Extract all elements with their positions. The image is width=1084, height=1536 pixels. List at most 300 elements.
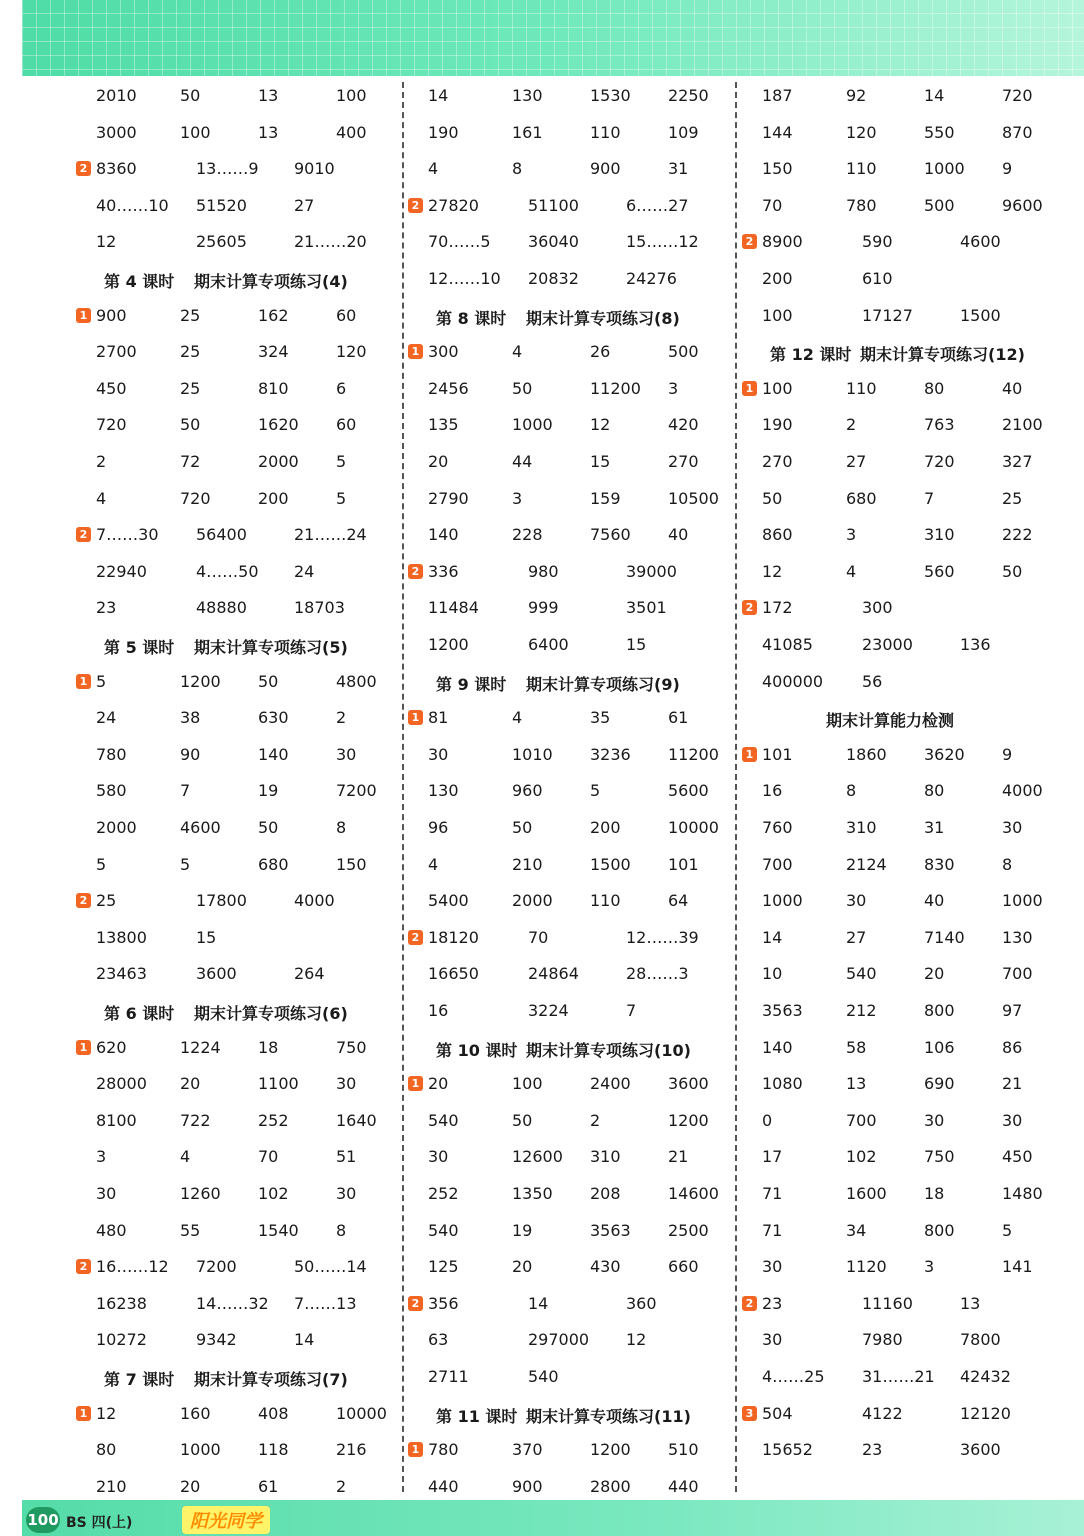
answer-row [742, 1180, 1072, 1210]
answer-row [742, 82, 1072, 112]
question-number-badge: 2 [408, 564, 423, 579]
answer-row [408, 814, 733, 844]
answer-value: 50 [512, 378, 533, 398]
answer-value: 27 [294, 195, 315, 215]
answer-row [408, 265, 733, 295]
brand-logo: 阳光同学 [182, 1506, 270, 1534]
answer-value: 800 [924, 1220, 955, 1240]
question-number-badge: 1 [408, 1442, 423, 1457]
answer-value: 63 [428, 1330, 449, 1350]
answer-value: 27 [846, 927, 867, 947]
answer-value: 2700 [96, 342, 137, 362]
answer-value: 3600 [960, 1440, 1001, 1460]
answer-value: 17 [762, 1147, 783, 1167]
answer-value: 101 [762, 744, 793, 764]
answer-value: 7200 [196, 1257, 237, 1277]
answer-value: 25 [180, 342, 201, 362]
answer-value: 4 [428, 159, 439, 179]
answer-value: 3 [846, 525, 857, 545]
answer-row [408, 960, 733, 990]
question-number-badge: 2 [742, 234, 757, 249]
answer-value: 18 [924, 1184, 945, 1203]
answer-value: 35 [590, 708, 611, 728]
answer-value: 360 [626, 1293, 657, 1313]
answer-value: 150 [336, 854, 367, 874]
answer-value: 80 [924, 378, 945, 398]
answer-value: 7140 [924, 927, 965, 947]
answer-row [742, 485, 1072, 515]
answer-value: 16……12 [96, 1257, 169, 1277]
edition-label: BS 四(上) [66, 1515, 133, 1531]
answer-row [408, 448, 733, 478]
answer-value: 23000 [862, 635, 913, 654]
answer-value: 720 [1002, 86, 1033, 105]
answer-value: 1200 [668, 1110, 709, 1130]
answer-value: 9342 [196, 1330, 237, 1350]
answer-value: 1640 [336, 1110, 377, 1130]
answer-value: 400 [336, 122, 367, 142]
answer-value: 780 [96, 744, 127, 764]
answer-value: 680 [846, 488, 877, 508]
answer-value: 2000 [258, 452, 299, 471]
answer-value: 480 [96, 1220, 127, 1240]
answer-value: 72 [180, 452, 201, 471]
answer-value: 2790 [428, 488, 469, 508]
answer-value: 3224 [528, 1001, 569, 1020]
answer-value: 31 [668, 159, 689, 179]
question-number-badge: 1 [408, 344, 423, 359]
answer-value: 70 [528, 927, 549, 947]
answer-value: 324 [258, 342, 289, 362]
answer-value: 8 [336, 1220, 347, 1240]
answer-row [408, 704, 733, 734]
section-heading [76, 1363, 396, 1393]
lesson-label: 第 4 课时 [104, 272, 175, 291]
section-heading [76, 631, 396, 661]
answer-row [76, 594, 396, 624]
answer-value: 14 [762, 927, 783, 947]
answer-value: 12……39 [626, 927, 699, 947]
answer-value: 1224 [180, 1037, 221, 1057]
answer-row [742, 1107, 1072, 1137]
answer-value: 55 [180, 1220, 201, 1240]
answer-value: 10500 [668, 488, 719, 508]
answer-value: 86 [1002, 1037, 1023, 1057]
answer-value: 860 [762, 525, 793, 545]
answer-row [742, 1253, 1072, 1283]
answer-value: 110 [590, 122, 621, 142]
answer-value: 1200 [428, 635, 469, 654]
answer-value: 999 [528, 598, 559, 618]
answer-row [742, 1070, 1072, 1100]
answer-value: 20 [924, 964, 945, 984]
answer-value: 1000 [762, 891, 803, 911]
answer-value: 8100 [96, 1110, 137, 1130]
answer-value: 16 [762, 781, 783, 801]
answer-value: 960 [512, 781, 543, 801]
answer-row [408, 1436, 733, 1466]
question-number-badge: 2 [408, 198, 423, 213]
question-number-badge: 1 [742, 381, 757, 396]
answer-value: 297000 [528, 1330, 590, 1350]
answer-value: 450 [96, 378, 127, 398]
answer-value: 3600 [196, 964, 237, 984]
answer-row [76, 375, 396, 405]
answer-row [408, 338, 733, 368]
answer-value: 1000 [924, 159, 965, 179]
answer-value: 40 [668, 525, 689, 545]
answer-row [408, 1217, 733, 1247]
answer-row [408, 119, 733, 149]
answer-value: 14600 [668, 1184, 719, 1203]
answer-row [408, 375, 733, 405]
answer-value: 30 [846, 891, 867, 911]
answer-value: 80 [924, 781, 945, 801]
answer-value: 40……10 [96, 195, 169, 215]
answer-column-2 [408, 76, 733, 1496]
answer-value: 2500 [668, 1220, 709, 1240]
section-heading [76, 265, 396, 295]
answer-value: 2400 [590, 1074, 631, 1094]
answer-value: 3 [668, 378, 679, 398]
answer-value: 222 [1002, 525, 1033, 545]
answer-row [742, 887, 1072, 917]
answer-value: 28000 [96, 1074, 147, 1094]
answer-value: 252 [428, 1184, 459, 1203]
answer-value: 4000 [294, 891, 335, 911]
answer-value: 336 [428, 561, 459, 581]
answer-row [76, 887, 396, 917]
answer-value: 56400 [196, 525, 247, 545]
answer-value: 144 [762, 122, 793, 142]
answer-value: 42432 [960, 1367, 1011, 1386]
answer-value: 12……10 [428, 269, 501, 288]
answer-value: 20 [180, 1476, 201, 1496]
answer-value: 51520 [196, 195, 247, 215]
answer-value: 50 [180, 415, 201, 435]
question-number-badge: 2 [76, 1259, 91, 1274]
answer-value: 60 [336, 415, 357, 435]
answer-value: 2 [96, 452, 107, 471]
answer-value: 0 [762, 1110, 773, 1130]
answer-value: 20 [428, 1074, 449, 1094]
answer-value: 100 [762, 378, 793, 398]
answer-row [742, 777, 1072, 807]
answer-row [742, 1326, 1072, 1356]
answer-row [76, 704, 396, 734]
answer-value: 80 [96, 1440, 117, 1460]
answer-value: 4……25 [762, 1367, 825, 1386]
answer-value: 4600 [960, 232, 1001, 252]
answer-value: 3501 [626, 598, 667, 618]
answer-value: 9600 [1002, 195, 1043, 215]
answer-value: 15 [590, 452, 611, 471]
answer-value: 1480 [1002, 1184, 1043, 1203]
answer-value: 980 [528, 561, 559, 581]
answer-value: 750 [924, 1147, 955, 1167]
answer-value: 700 [1002, 964, 1033, 984]
answer-value: 800 [924, 1001, 955, 1020]
answer-value: 16 [428, 1001, 449, 1020]
answer-row [76, 1290, 396, 1320]
answer-value: 900 [512, 1476, 543, 1496]
answer-row [76, 777, 396, 807]
answer-row [742, 997, 1072, 1027]
answer-row [408, 155, 733, 185]
answer-value: 3 [512, 488, 523, 508]
answer-value: 16238 [96, 1293, 147, 1313]
answer-value: 400000 [762, 671, 824, 691]
answer-value: 30 [762, 1257, 783, 1277]
answer-value: 310 [924, 525, 955, 545]
answer-value: 136 [960, 635, 991, 654]
answer-value: 30 [336, 1074, 357, 1094]
answer-value: 550 [924, 122, 955, 142]
answer-row [76, 1107, 396, 1137]
answer-value: 3236 [590, 744, 631, 764]
lesson-label: 第 12 课时 [770, 345, 852, 365]
answer-value: 212 [846, 1001, 877, 1020]
answer-row [408, 1290, 733, 1320]
question-number-badge: 2 [742, 1296, 757, 1311]
answer-value: 1540 [258, 1220, 299, 1240]
question-number-badge: 2 [742, 600, 757, 615]
section-heading [76, 997, 396, 1027]
answer-value: 580 [96, 781, 127, 801]
answer-value: 830 [924, 854, 955, 874]
answer-value: 23 [96, 598, 117, 618]
answer-value: 2100 [1002, 415, 1043, 435]
answer-value: 18 [258, 1037, 279, 1057]
answer-value: 140 [428, 525, 459, 545]
answer-value: 15 [626, 635, 647, 654]
answer-value: 3000 [96, 122, 137, 142]
answer-row [76, 1436, 396, 1466]
answer-row [408, 228, 733, 258]
answer-row [408, 997, 733, 1027]
answer-value: 7……30 [96, 525, 159, 545]
answer-value: 118 [258, 1440, 289, 1460]
section-title: 期末计算专项练习(11) [526, 1406, 691, 1426]
answer-row [76, 119, 396, 149]
answer-value: 1100 [258, 1074, 299, 1094]
answer-value: 187 [762, 86, 793, 105]
answer-value: 81 [428, 708, 449, 728]
answer-value: 15652 [762, 1440, 813, 1460]
answer-value: 208 [590, 1184, 621, 1203]
answer-value: 9 [1002, 159, 1013, 179]
section-title: 期末计算专项练习(10) [526, 1040, 691, 1060]
answer-value: 500 [924, 195, 955, 215]
answer-value: 135 [428, 415, 459, 435]
section-title: 期末计算专项练习(8) [526, 308, 680, 328]
answer-value: 14 [528, 1293, 549, 1313]
answer-column-1 [76, 76, 396, 1496]
answer-row [76, 192, 396, 222]
answer-value: 71 [762, 1184, 783, 1203]
answer-value: 25 [1002, 488, 1023, 508]
answer-value: 3 [96, 1147, 107, 1167]
answer-row [408, 924, 733, 954]
answer-value: 96 [428, 818, 449, 837]
answer-value: 1260 [180, 1184, 221, 1203]
answer-value: 2 [336, 1476, 347, 1496]
answer-value: 3 [924, 1257, 935, 1277]
answer-value: 58 [846, 1037, 867, 1057]
answer-value: 56 [862, 671, 883, 691]
answer-value: 270 [668, 452, 699, 471]
answer-value: 23463 [96, 964, 147, 984]
answer-row [742, 851, 1072, 881]
answer-value: 140 [258, 744, 289, 764]
answer-value: 22940 [96, 561, 147, 581]
answer-value: 2124 [846, 854, 887, 874]
answer-row [742, 411, 1072, 441]
answer-value: 3563 [762, 1001, 803, 1020]
answer-value: 2456 [428, 378, 469, 398]
answer-value: 356 [428, 1293, 459, 1313]
answer-row [742, 1363, 1072, 1393]
answer-value: 13 [846, 1074, 867, 1094]
section-heading [408, 668, 733, 698]
question-number-badge: 1 [76, 308, 91, 323]
answer-row [408, 411, 733, 441]
answer-value: 200 [590, 818, 621, 837]
answer-value: 200 [258, 488, 289, 508]
answer-value: 780 [846, 195, 877, 215]
answer-row [76, 1400, 396, 1430]
answer-row [76, 1034, 396, 1064]
answer-value: 210 [96, 1476, 127, 1496]
answer-value: 300 [428, 342, 459, 362]
answer-value: 252 [258, 1110, 289, 1130]
answer-value: 21 [668, 1147, 689, 1167]
answer-value: 41085 [762, 635, 813, 654]
answer-value: 1600 [846, 1184, 887, 1203]
answer-value: 70 [258, 1147, 279, 1167]
answer-value: 500 [668, 342, 699, 362]
answer-value: 31 [924, 818, 945, 837]
section-title: 期末计算能力检测 [826, 711, 955, 731]
answer-row [76, 1217, 396, 1247]
answer-value: 50……14 [294, 1257, 367, 1277]
answer-value: 1120 [846, 1257, 887, 1277]
answer-value: 24 [294, 561, 315, 581]
answer-value: 10000 [668, 818, 719, 837]
answer-value: 50 [258, 671, 279, 691]
answer-value: 61 [668, 708, 689, 728]
answer-value: 19 [258, 781, 279, 801]
answer-row [408, 1363, 733, 1393]
answer-value: 4 [512, 342, 523, 362]
answer-value: 6 [336, 378, 347, 398]
answer-value: 1200 [180, 671, 221, 691]
section-heading [742, 338, 1072, 368]
answer-value: 2 [846, 415, 857, 435]
answer-value: 5 [96, 854, 107, 874]
answer-value: 7 [626, 1001, 637, 1020]
section-heading [742, 704, 1072, 734]
lesson-label: 第 6 课时 [104, 1004, 175, 1023]
answer-value: 2250 [668, 86, 709, 105]
answer-row [76, 228, 396, 258]
answer-value: 216 [336, 1440, 367, 1460]
answer-row [742, 558, 1072, 588]
answer-row [408, 1473, 733, 1503]
answer-value: 310 [590, 1147, 621, 1167]
answer-value: 14 [294, 1330, 315, 1350]
answer-row [408, 82, 733, 112]
answer-value: 6400 [528, 635, 569, 654]
answer-value: 17127 [862, 305, 913, 325]
answer-value: 36040 [528, 232, 579, 252]
answer-value: 92 [846, 86, 867, 105]
answer-value: 2010 [96, 86, 137, 105]
answer-value: 100 [762, 305, 793, 325]
answer-value: 102 [258, 1184, 289, 1203]
answer-row [408, 631, 733, 661]
answer-value: 4 [96, 488, 107, 508]
answer-value: 12 [96, 1403, 117, 1423]
answer-row [742, 448, 1072, 478]
answer-value: 44 [512, 452, 533, 471]
question-number-badge: 1 [742, 747, 757, 762]
answer-row [742, 155, 1072, 185]
answer-value: 420 [668, 415, 699, 435]
section-title: 期末计算专项练习(4) [194, 272, 348, 291]
answer-value: 4800 [336, 671, 377, 691]
answer-value: 8 [1002, 854, 1013, 874]
answer-value: 60 [336, 305, 357, 325]
answer-value: 327 [1002, 452, 1033, 471]
answer-row [408, 558, 733, 588]
answer-value: 2 [336, 708, 347, 728]
answer-value: 270 [762, 452, 793, 471]
answer-value: 39000 [626, 561, 677, 581]
lesson-label: 第 7 课时 [104, 1370, 175, 1389]
section-title: 期末计算专项练习(12) [860, 345, 1025, 365]
section-heading [408, 1034, 733, 1064]
answer-value: 30 [336, 744, 357, 764]
answer-value: 7800 [960, 1330, 1001, 1350]
answer-row [408, 192, 733, 222]
answer-value: 15 [196, 927, 217, 947]
answer-value: 700 [846, 1110, 877, 1130]
answer-value: 100 [512, 1074, 543, 1094]
answer-value: 101 [668, 854, 699, 874]
answer-value: 150 [762, 159, 793, 179]
answer-value: 1500 [960, 305, 1001, 325]
answer-value: 5 [96, 671, 107, 691]
answer-value: 5 [336, 452, 347, 471]
answer-value: 720 [924, 452, 955, 471]
answer-value: 50 [1002, 561, 1023, 581]
question-number-badge: 2 [76, 893, 91, 908]
answer-row [742, 1034, 1072, 1064]
answer-value: 4……50 [196, 561, 259, 581]
answer-row [742, 119, 1072, 149]
answer-value: 1530 [590, 86, 631, 105]
answer-value: 310 [846, 818, 877, 837]
answer-value: 540 [428, 1110, 459, 1130]
answer-value: 190 [762, 415, 793, 435]
answer-value: 19 [512, 1220, 533, 1240]
answer-value: 120 [336, 342, 367, 362]
answer-value: 8 [846, 781, 857, 801]
answer-value: 750 [336, 1037, 367, 1057]
answer-value: 106 [924, 1037, 955, 1057]
answer-value: 1200 [590, 1440, 631, 1460]
